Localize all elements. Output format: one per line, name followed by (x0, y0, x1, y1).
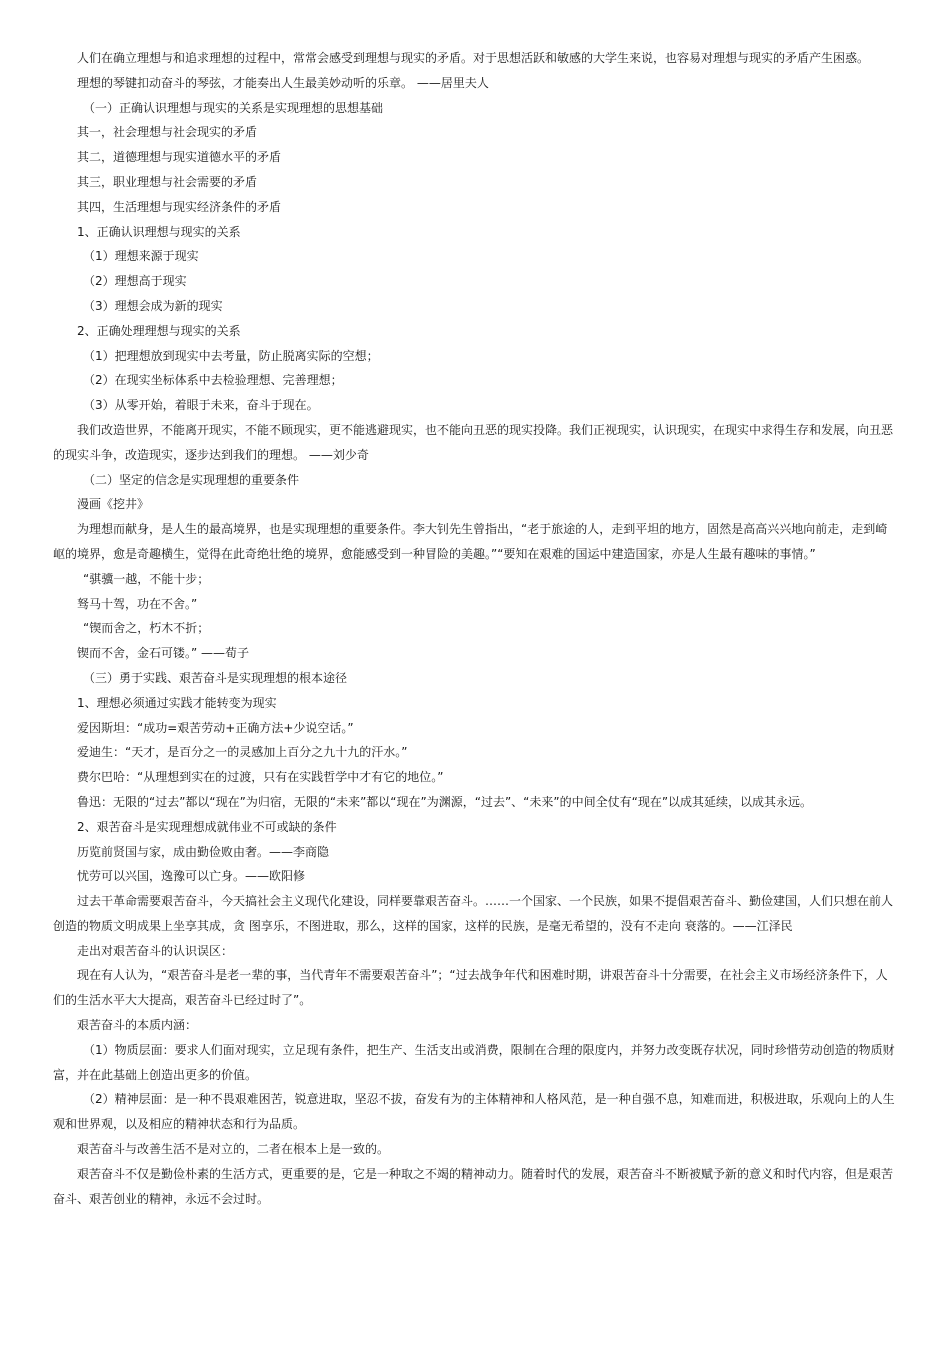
paragraph: 我们改造世界，不能离开现实，不能不顾现实，更不能逃避现实，也不能向丑恶的现实投降。我们正视现实，认识现实，在现实中求得生存和发展，向丑恶的现实斗争，改造现实，逐步达到我们的理想。 ——刘少奇 (53, 422, 894, 462)
paragraph: （二）坚定的信念是实现理想的重要条件 (83, 472, 300, 487)
paragraph: 过去干革命需要艰苦奋斗，今天搞社会主义现代化建设，同样要靠艰苦奋斗。……一个国家、一个民族，如果不提倡艰苦奋斗、勤俭建国，人们只想在前人创造的物质文明成果上坐享其成，贪 图享乐，不图进取，那么，这样的国家，这样的民族，是毫无希望的，没有不走向 衰落的。——江泽民 (53, 894, 894, 933)
paragraph: 其一，社会理想与社会现实的矛盾 (77, 125, 258, 140)
paragraph: （1）把理想放到现实中去考量，防止脱离实际的空想； (83, 348, 379, 363)
paragraph: 费尔巴哈：“从理想到实在的过渡，只有在实践哲学中才有它的地位。” (77, 770, 444, 785)
document-body (53, 46, 898, 1211)
paragraph: （2）精神层面：是一种不畏艰难困苦，锐意进取，坚忍不拔，奋发有为的主体精神和人格风范，是一种自强不息，知难而进，积极进取，乐观向上的人生观和世界观，以及相应的精神状态和行为品质。 (53, 1092, 895, 1132)
paragraph: （3）从零开始，着眼于未来，奋斗于现在。 (83, 398, 319, 413)
paragraph: 爱因斯坦：“成功=艰苦劳动+正确方法+少说空话。” (77, 720, 354, 735)
paragraph: 爱迪生：“天才，是百分之一的灵感加上百分之九十九的汗水。” (77, 745, 408, 760)
paragraph: 2、艰苦奋斗是实现理想成就伟业不可或缺的条件 (77, 819, 337, 834)
paragraph: 历览前贤国与家，成由勤俭败由奢。——李商隐 (77, 844, 330, 859)
paragraph: 1、正确认识理想与现实的关系 (77, 224, 241, 239)
paragraph: 忧劳可以兴国，逸豫可以亡身。——欧阳修 (77, 869, 306, 884)
paragraph: 艰苦奋斗的本质内涵： (77, 1018, 198, 1033)
paragraph: 2、正确处理理想与现实的关系 (77, 323, 241, 338)
paragraph: 为理想而献身，是人生的最高境界，也是实现理想的重要条件。李大钊先生曾指出，“老于旅途的人，走到平坦的地方，固然是高高兴兴地向前走，走到崎岖的境界，愈是奇趣横生，觉得在此奇绝壮绝的境界，愈能感受到一种冒险的美趣。”“要知在艰难的国运中建造国家，亦是人生最有趣味的事情。” (53, 522, 888, 561)
paragraph: 漫画《挖井》 (77, 497, 150, 512)
paragraph: 人们在确立理想与和追求理想的过程中，常常会感受到理想与现实的矛盾。对于思想活跃和敏感的大学生来说，也容易对理想与现实的矛盾产生困惑。 (77, 51, 870, 65)
paragraph: （3）理想会成为新的现实 (83, 298, 223, 313)
paragraph: 驽马十驾，功在不舍。” (77, 596, 198, 611)
paragraph: 现在有人认为，“艰苦奋斗是老一辈的事，当代青年不需要艰苦奋斗”；“过去战争年代和困难时期，讲艰苦奋斗十分需要，在社会主义市场经济条件下，人们的生活水平大大提高，艰苦奋斗已经过时了”。 (53, 968, 888, 1008)
paragraph: 艰苦奋斗与改善生活不是对立的，二者在根本上是一致的。 (77, 1142, 390, 1157)
paragraph: 艰苦奋斗不仅是勤俭朴素的生活方式，更重要的是，它是一种取之不竭的精神动力。随着时代的发展，艰苦奋斗不断被赋予新的意义和时代内容，但是艰苦奋斗、艰苦创业的精神，永远不会过时。 (53, 1166, 894, 1206)
paragraph: 锲而不舍，金石可镂。” ——荀子 (77, 646, 250, 661)
paragraph: （1）物质层面：要求人们面对现实，立足现有条件，把生产、生活支出或消费，限制在合理的限度内，并努力改变既存状况，同时珍惜劳动创造的物质财富，并在此基础上创造出更多的价值。 (53, 1042, 895, 1082)
paragraph: 其四，生活理想与现实经济条件的矛盾 (77, 199, 282, 214)
paragraph: （2）理想高于现实 (83, 274, 187, 289)
paragraph: 其二，道德理想与现实道德水平的矛盾 (77, 150, 282, 165)
paragraph: （1）理想来源于现实 (83, 249, 199, 264)
paragraph: （三）勇于实践、艰苦奋斗是实现理想的根本途径 (83, 670, 348, 685)
paragraph: 走出对艰苦奋斗的认识误区： (77, 943, 234, 958)
paragraph: “锲而舍之，朽木不折； (83, 621, 210, 636)
paragraph: （2）在现实坐标体系中去检验理想、完善理想； (83, 373, 343, 388)
paragraph: 1、理想必须通过实践才能转变为现实 (77, 695, 277, 710)
paragraph: “骐骥一越，不能十步； (83, 571, 210, 586)
paragraph: （一）正确认识理想与现实的关系是实现理想的思想基础 (83, 100, 384, 115)
paragraph: 理想的琴键扣动奋斗的琴弦，才能奏出人生最美妙动听的乐章。 ——居里夫人 (77, 75, 489, 90)
paragraph: 鲁迅：无限的“过去”都以“现在”为归宿，无限的“未来”都以“现在”为渊源，“过去”、“未来”的中间全仗有“现在”以成其延续，以成其永远。 (77, 794, 813, 809)
paragraph: 其三，职业理想与社会需要的矛盾 (77, 174, 258, 189)
